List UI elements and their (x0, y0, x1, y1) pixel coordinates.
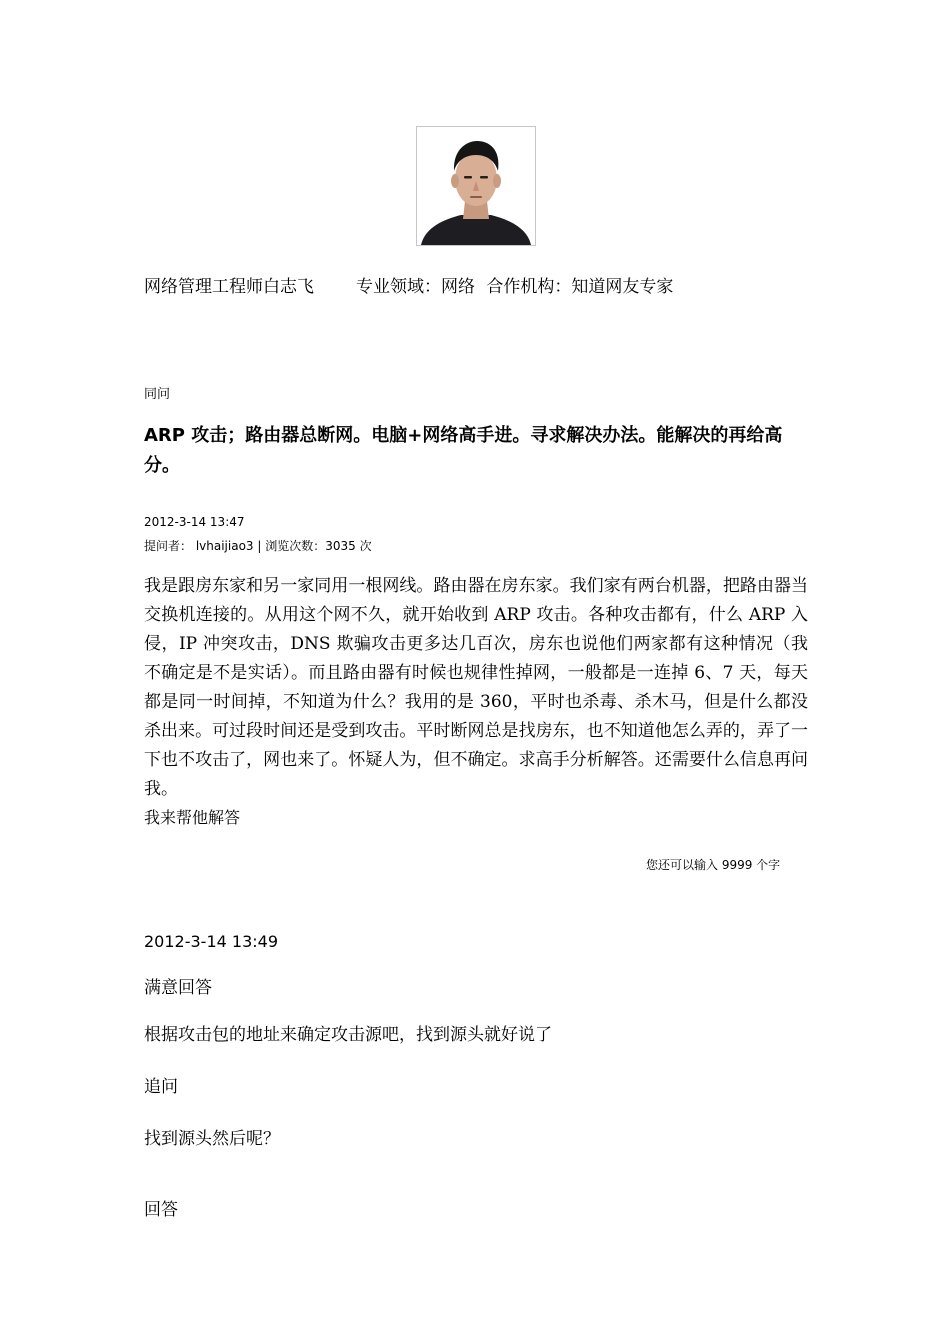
question-body: 我是跟房东家和另一家同用一根网线。路由器在房东家。我们家有两台机器，把路由器当交换机连接的。从用这个网不久，就开始收到 ARP 攻击。各种攻击都有，什么 ARP 入侵，IP 冲突攻击，DNS 欺骗攻击更多达几百次，房东也说他们两家都有这种情况（我不确定是不是实话）。而且路由器有时候也规律性掉网，一般都是一连掉 6、7 天，每天都是同一时间掉，不知道为什么？我用的是 360，平时也杀毒、杀木马，但是什么都没杀出来。可过段时间还是受到攻击。平时断网总是找房东，也不知道他怎么弄的，弄了一下也不攻击了，网也来了。怀疑人为，但不确定。求高手分析解答。还需要什么信息再问我。 (144, 576, 808, 799)
best-answer-label: 满意回答 (144, 978, 212, 998)
question-meta: 提问者： lvhaijiao3 | 浏览次数：3035 次 (144, 539, 372, 553)
expert-avatar-photo (416, 126, 536, 246)
person-portrait-icon (417, 127, 535, 245)
question-title: ARP 攻击；路由器总断网。电脑+网络高手进。寻求解决办法。能解决的再给高分。 (144, 425, 783, 476)
followup-label: 追问 (144, 1077, 178, 1097)
help-answer-link[interactable]: 我来帮他解答 (144, 808, 241, 827)
expert-name: 网络管理工程师白志飞 (144, 277, 314, 297)
char-count-hint: 您还可以输入 9999 个字 (646, 858, 781, 872)
reply-label: 回答 (144, 1200, 178, 1220)
expert-field-info: 专业领域：网络 合作机构：知道网友专家 (356, 277, 674, 297)
same-question-label[interactable]: 同问 (144, 387, 171, 402)
answer-date: 2012-3-14 13:49 (144, 932, 278, 951)
followup-text: 找到源头然后呢？ (144, 1129, 280, 1149)
answer-text: 根据攻击包的地址来确定攻击源吧，找到源头就好说了 (144, 1025, 552, 1045)
question-date: 2012-3-14 13:47 (144, 515, 245, 529)
